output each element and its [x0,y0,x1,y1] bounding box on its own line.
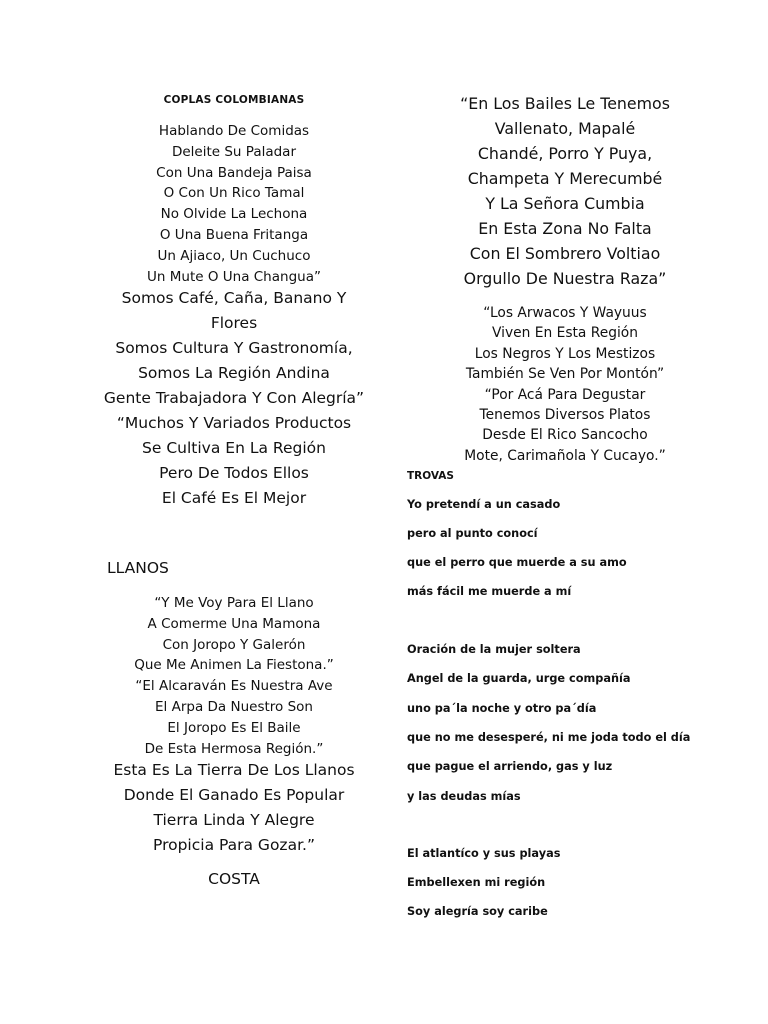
verse-line: Un Ajiaco, Un Cuchuco [157,247,311,264]
verse-line: “El Alcaraván Es Nuestra Ave [135,678,333,695]
verse-line: Tierra Linda Y Alegre [153,811,315,829]
oracion-line: y las deudas mías [407,790,521,803]
verse-line: Flores [210,314,258,332]
verse-line: O Una Buena Fritanga [159,226,309,243]
verse-line: No Olvide La Lechona [160,206,308,223]
verse-line: “Muchos Y Variados Productos [116,414,352,432]
oracion-line: que pague el arriendo, gas y luz [407,760,613,773]
stanza-andina [100,286,368,511]
verse-line: El Joropo Es El Baile [167,719,301,736]
trova-line: que el perro que muerde a su amo [407,556,627,569]
trova-line: más fácil me muerde a mí [407,585,572,598]
llanos-heading: LLANOS [107,559,169,577]
verse-line: Somos Café, Caña, Banano Y [121,289,347,307]
verse-line: Somos La Región Andina [138,364,330,382]
verse-line: Un Mute O Una Changua” [147,268,321,285]
verse-line: Tenemos Diversos Platos [479,407,651,424]
verse-line: Propicia Para Gozar.” [153,836,315,854]
verse-line: A Comerme Una Mamona [147,615,321,632]
atlantico-line: El atlantíco y sus playas [407,847,561,860]
costa-heading: COSTA [208,870,260,888]
trovas-heading: TROVAS [407,470,454,482]
verse-line: Que Me Animen La Fiestona.” [134,657,334,674]
stanza-arwacos [400,303,730,466]
stanza-bailes [400,91,730,291]
verse-line: Donde El Ganado Es Popular [123,786,345,804]
verse-line: Viven En Esta Región [492,325,638,342]
verse-line: El Arpa Da Nuestro Son [155,698,313,715]
verse-line: Esta Es La Tierra De Los Llanos [113,761,355,779]
verse-line: Mote, Carimañola Y Cucayo.” [464,447,666,464]
oracion-title: Oración de la mujer soltera [407,643,581,656]
oracion-line: uno pa´la noche y otro pa´día [407,702,597,715]
verse-line: Gente Trabajadora Y Con Alegría” [103,389,365,407]
oracion-line: que no me desesperé, ni me joda todo el día [407,731,691,744]
stanza-llano [100,593,368,759]
verse-line: De Esta Hermosa Región.” [144,740,324,757]
verse-line: Con Una Bandeja Paisa [156,164,312,181]
oracion-line: Angel de la guarda, urge compañía [407,672,631,685]
verse-line: “Los Arwacos Y Wayuus [483,305,647,321]
document-title: COPLAS COLOMBIANAS [163,94,305,106]
verse-line: Champeta Y Merecumbé [467,169,663,188]
verse-line: Pero De Todos Ellos [159,464,309,482]
verse-line: También Se Ven Por Montón” [465,366,665,383]
verse-line: Chandé, Porro Y Puya, [477,144,653,163]
verse-line: En Esta Zona No Falta [478,219,652,238]
stanza-tierra-llanos [100,758,368,858]
verse-line: El Café Es El Mejor [161,489,307,507]
verse-line: Con El Sombrero Voltiao [469,244,661,263]
verse-line: Vallenato, Mapalé [494,119,636,138]
verse-line: “Y Me Voy Para El Llano [154,595,314,611]
verse-line: “Por Acá Para Degustar [484,386,646,403]
trova-line: Yo pretendí a un casado [407,498,561,511]
verse-line: Se Cultiva En La Región [142,439,326,457]
verse-line: Somos Cultura Y Gastronomía, [115,339,353,357]
verse-line: “En Los Bailes Le Tenemos [460,94,670,113]
verse-line: Deleite Su Paladar [171,143,297,160]
verse-line: Con Joropo Y Galerón [162,636,306,653]
verse-line: Y La Señora Cumbia [485,194,645,213]
atlantico-line: Embellexen mi región [407,876,546,889]
verse-line: Hablando De Comidas [158,123,310,139]
stanza-comidas [100,121,368,287]
atlantico-line: Soy alegría soy caribe [407,905,548,918]
verse-line: O Con Un Rico Tamal [163,185,305,202]
trova-line: pero al punto conocí [407,527,538,540]
verse-line: Orgullo De Nuestra Raza” [463,269,667,288]
verse-line: Los Negros Y Los Mestizos [474,345,656,362]
verse-line: Desde El Rico Sancocho [482,427,648,444]
